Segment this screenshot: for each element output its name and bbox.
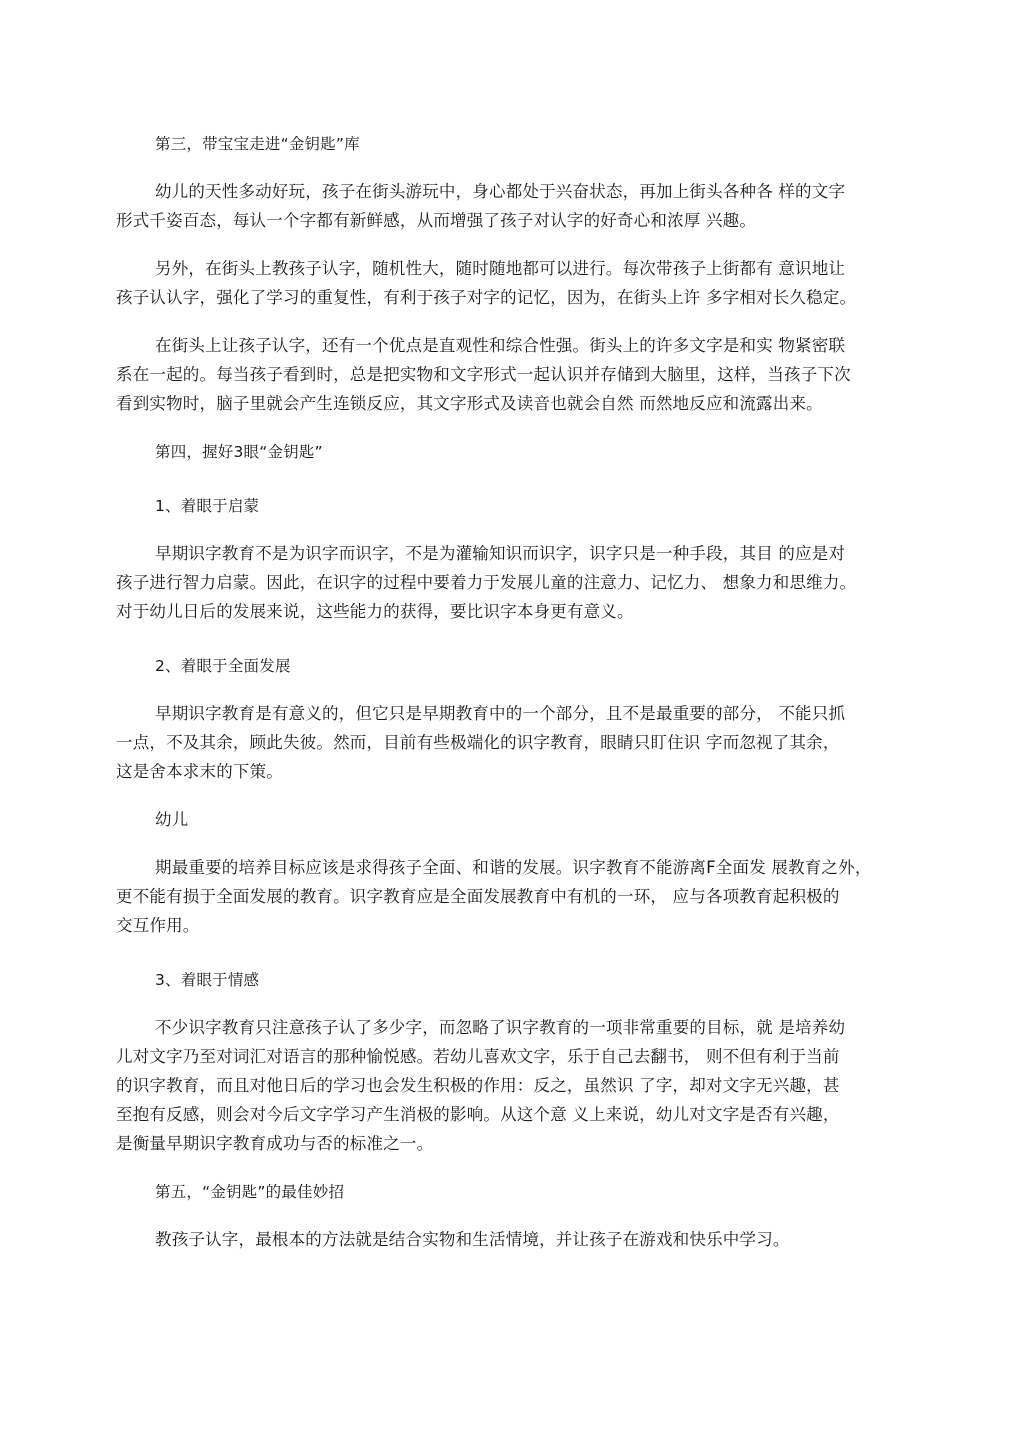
paragraph-line: 不少识字教育只注意孩子认了多少字，而忽略了识字教育的一项非常重要的目标，就 是培养幼 bbox=[155, 1018, 846, 1037]
paragraph-line: 是衡量早期识字教育成功与否的标准之一。 bbox=[116, 1134, 434, 1153]
item-heading-1: 1、着眼于启蒙 bbox=[155, 497, 260, 515]
paragraph-line: 早期识字教育是有意义的，但它只是早期教育中的一个部分，且不是最重要的部分， 不能只抓 bbox=[155, 704, 846, 723]
paragraph-line: 期最重要的培养目标应该是求得孩子全面、和谐的发展。识字教育不能游离F全面发 展教育之外， bbox=[155, 858, 872, 877]
paragraph-line: 幼儿 bbox=[155, 810, 189, 829]
item-heading-3: 3、着眼于情感 bbox=[155, 971, 260, 989]
paragraph-line: 幼儿的天性多动好玩，孩子在街头游玩中，身心都处于兴奋状态，再加上街头各种各 样的文字 bbox=[155, 182, 846, 201]
paragraph-line: 早期识字教育不是为识字而识字，不是为灌输知识而识字，识字只是一种手段，其目 的应是对 bbox=[155, 544, 846, 563]
paragraph-line: 系在一起的。每当孩子看到时，总是把实物和文字形式一起认识并存储到大脑里，这样，当孩子下次 bbox=[116, 365, 851, 384]
paragraph-line: 交互作用。 bbox=[116, 916, 200, 935]
section-heading-3: 第三，带宝宝走进“金钥匙”库 bbox=[155, 135, 360, 153]
paragraph-line: 对于幼儿日后的发展来说，这些能力的获得，要比识字本身更有意义。 bbox=[116, 602, 634, 621]
paragraph-line: 孩子进行智力启蒙。因此，在识字的过程中要着力于发展儿童的注意力、记忆力、 想象力和思维力。 bbox=[116, 573, 857, 592]
item-heading-2: 2、着眼于全面发展 bbox=[155, 657, 291, 675]
section-heading-4: 第四，握好3眼“金钥匙” bbox=[155, 443, 323, 461]
paragraph-line: 教孩子认字，最根本的方法就是结合实物和生活情境，并让孩子在游戏和快乐中学习。 bbox=[155, 1230, 790, 1249]
paragraph-line: 另外，在街头上教孩子认字，随机性大，随时随地都可以进行。每次带孩子上街都有 意识地让 bbox=[155, 259, 846, 278]
paragraph-line: 看到实物时，脑子里就会产生连锁反应，其文字形式及读音也就会自然 而然地反应和流露出来。 bbox=[116, 394, 823, 413]
paragraph-line: 形式千姿百态，每认一个字都有新鲜感，从而增强了孩子对认字的好奇心和浓厚 兴趣。 bbox=[116, 211, 757, 230]
paragraph-line: 至抱有反感，则会对今后文字学习产生消极的影响。从这个意 义上来说，幼儿对文字是否有兴趣， bbox=[116, 1105, 840, 1124]
paragraph-line: 这是舍本求末的下策。 bbox=[116, 762, 283, 781]
paragraph-line: 一点，不及其余，顾此失彼。然而，目前有些极端化的识字教育，眼睛只盯住识 字而忽视了其余， bbox=[116, 733, 840, 752]
paragraph-line: 更不能有损于全面发展的教育。识字教育应是全面发展教育中有机的一环， 应与各项教育起积极的 bbox=[116, 887, 840, 906]
paragraph-line: 的识字教育，而且对他日后的学习也会发生积极的作用：反之，虽然识 了字，却对文字无兴趣，甚 bbox=[116, 1076, 840, 1095]
paragraph-line: 在街头上让孩子认字，还有一个优点是直观性和综合性强。街头上的许多文字是和实 物紧密联 bbox=[155, 336, 846, 355]
paragraph-line: 孩子认认字，强化了学习的重复性，有利于孩子对字的记忆，因为，在街头上许 多字相对长久稳定。 bbox=[116, 288, 857, 307]
paragraph-line: 儿对文字乃至对词汇对语言的那种愉悦感。若幼儿喜欢文字，乐于自己去翻书， 则不但有利于当前 bbox=[116, 1047, 840, 1066]
section-heading-5: 第五，“金钥匙”的最佳妙招 bbox=[155, 1183, 345, 1201]
